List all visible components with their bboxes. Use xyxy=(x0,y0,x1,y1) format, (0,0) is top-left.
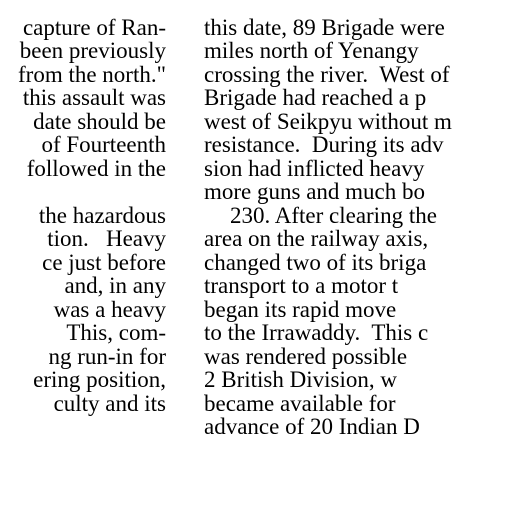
text-line: was a heavy xyxy=(53,296,166,322)
right-column-top-gap xyxy=(204,0,512,16)
text-line: transport to a motor t xyxy=(204,273,399,298)
paragraph-gap xyxy=(0,180,166,204)
text-line: this assault was xyxy=(22,85,166,110)
text-line: been previously xyxy=(19,38,166,63)
text-line: culty and its xyxy=(53,390,166,416)
text-line: crossing the river. West of xyxy=(204,61,450,87)
text-line: to the Irrawaddy. This c xyxy=(204,320,429,345)
text-line: this date, 89 Brigade were xyxy=(204,14,445,40)
text-line: miles north of Yenangy xyxy=(204,38,419,63)
text-line: the hazardous xyxy=(38,202,166,228)
text-line: advance of 20 Indian D xyxy=(204,414,420,439)
left-column-top-gap xyxy=(0,0,166,16)
text-line: west of Seikpyu without m xyxy=(204,108,452,134)
text-line: This, com- xyxy=(66,320,166,345)
text-line: sion had inflicted heavy xyxy=(204,155,425,181)
text-line: more guns and much bo xyxy=(204,179,426,204)
text-line: changed two of its briga xyxy=(204,249,427,275)
text-line: Brigade had reached a p xyxy=(204,85,427,110)
text-line: resistance. During its adv xyxy=(204,132,444,157)
text-line: followed in the xyxy=(26,155,166,181)
paragraph-start-line: 230. After clearing the xyxy=(230,202,437,228)
text-line: and, in any xyxy=(64,273,166,298)
text-line: ering position, xyxy=(33,367,166,392)
text-line: tion. Heavy xyxy=(47,226,166,251)
text-line: was rendered possible xyxy=(204,343,408,369)
text-line: began its rapid move xyxy=(204,296,397,322)
text-line: ng run-in for xyxy=(48,343,166,369)
text-line: from the north." xyxy=(18,61,166,87)
left-column xyxy=(0,0,166,415)
text-line: capture of Ran- xyxy=(22,14,166,40)
text-line: ce just before xyxy=(42,249,166,275)
text-line: date should be xyxy=(33,108,166,134)
right-column xyxy=(204,0,512,439)
text-line: became available for xyxy=(204,390,396,416)
text-line: area on the railway axis, xyxy=(204,226,429,251)
text-line: 2 British Division, w xyxy=(204,367,397,392)
text-line: of Fourteenth xyxy=(41,132,166,157)
